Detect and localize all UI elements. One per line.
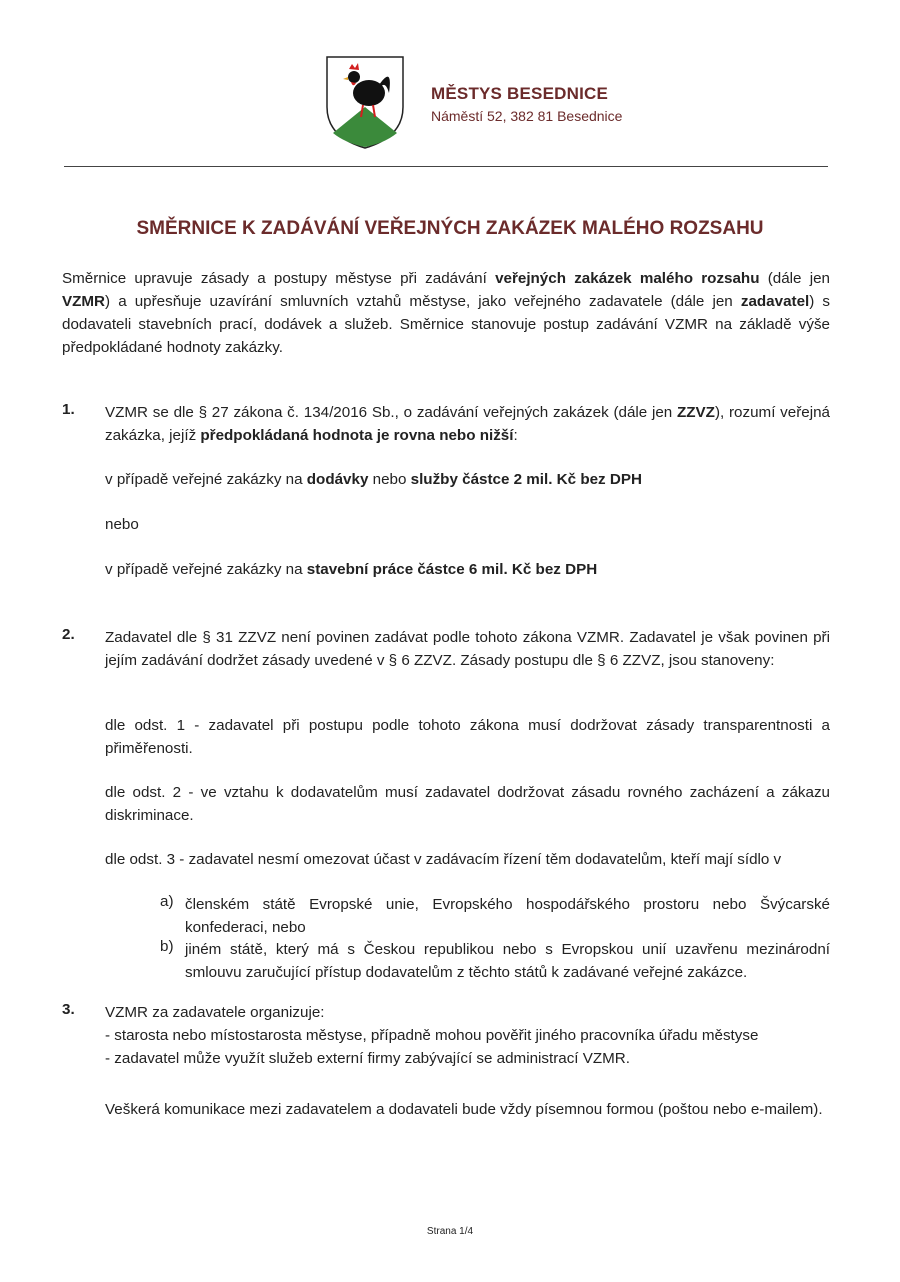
org-address: Náměstí 52, 382 81 Besednice xyxy=(431,108,623,124)
section-1-supplies: v případě veřejné zakázky na dodávky nebo služby částce 2 mil. Kč bez DPH xyxy=(105,471,642,488)
section-2-number: 2. xyxy=(62,626,75,643)
section-3-line-2: - starosta nebo místostarosta městyse, případně mohou pověřit jiného pracovníka úřadu městyse xyxy=(105,1027,759,1044)
section-2-text: Zadavatel dle § 31 ZZVZ není povinen zadávat podle tohoto zákona VZMR. Zadavatel je však povinen při jejím zadávání dodržet zásady uvedené v § 6 ZZVZ. Zásady postupu dle § 6 ZZVZ, jsou stanoveny: xyxy=(105,629,830,669)
intro-paragraph: Směrnice upravuje zásady a postupy městyse při zadávání veřejných zakázek malého rozsahu (dále jen VZMR) a upřesňuje uzavírání smluvních vztahů městyse, jako veřejného zadavatele (dále jen zadavatel) s dodavateli stavebních prací, dodávek a služeb. Směrnice stanovuje postup zadávání VZMR na základě výše předpokládané hodnoty zakázky. xyxy=(62,270,831,356)
section-1-construction: v případě veřejné zakázky na stavební práce částce 6 mil. Kč bez DPH xyxy=(105,561,598,578)
list-label-a: a) xyxy=(160,893,174,910)
section-2-para-1: dle odst. 1 - zadavatel při postupu podle tohoto zákona musí dodržovat zásady transparentnosti a přiměřenosti. xyxy=(105,717,830,757)
document-title: SMĚRNICE K ZADÁVÁNÍ VEŘEJNÝCH ZAKÁZEK MALÉHO ROZSAHU xyxy=(136,218,764,239)
header-divider xyxy=(64,166,828,167)
section-1-number: 1. xyxy=(62,401,75,418)
section-3-para: Veškerá komunikace mezi zadavatelem a dodavateli bude vždy písemnou formou (poštou nebo e-mailem). xyxy=(105,1101,823,1118)
section-3-line-1: VZMR za zadavatele organizuje: xyxy=(105,1004,325,1021)
list-item-a: členském státě Evropské unie, Evropského hospodářského prostoru nebo Švýcarské konfederaci, nebo xyxy=(185,896,830,936)
section-3-number: 3. xyxy=(62,1001,75,1018)
section-2-para-3: dle odst. 3 - zadavatel nesmí omezovat účast v zadávacím řízení těm dodavatelům, kteří mají sídlo v xyxy=(105,851,782,868)
list-label-b: b) xyxy=(160,938,174,955)
page-number: Strana 1/4 xyxy=(426,1226,474,1237)
section-2-para-2: dle odst. 2 - ve vztahu k dodavatelům musí zadavatel dodržovat zásadu rovného zacházení a zákazu diskriminace. xyxy=(105,784,830,824)
section-1-text: VZMR se dle § 27 zákona č. 134/2016 Sb., o zadávání veřejných zakázek (dále jen ZZVZ), rozumí veřejná zakázka, jejíž předpokládaná hodnota je rovna nebo nižší: xyxy=(105,404,830,444)
section-3-line-3: - zadavatel může využít služeb externí firmy zabývající se administrací VZMR. xyxy=(105,1050,630,1067)
list-item-b: jiném státě, který má s Českou republikou nebo s Evropskou unií uzavřenu mezinárodní smlouvu zaručující přístup dodavatelům z těchto států k zadávané veřejné zakázce. xyxy=(185,941,830,981)
org-name: MĚSTYS BESEDNICE xyxy=(431,84,609,103)
section-1-or: nebo xyxy=(105,516,139,533)
coat-of-arms-rooster-icon xyxy=(325,55,405,150)
